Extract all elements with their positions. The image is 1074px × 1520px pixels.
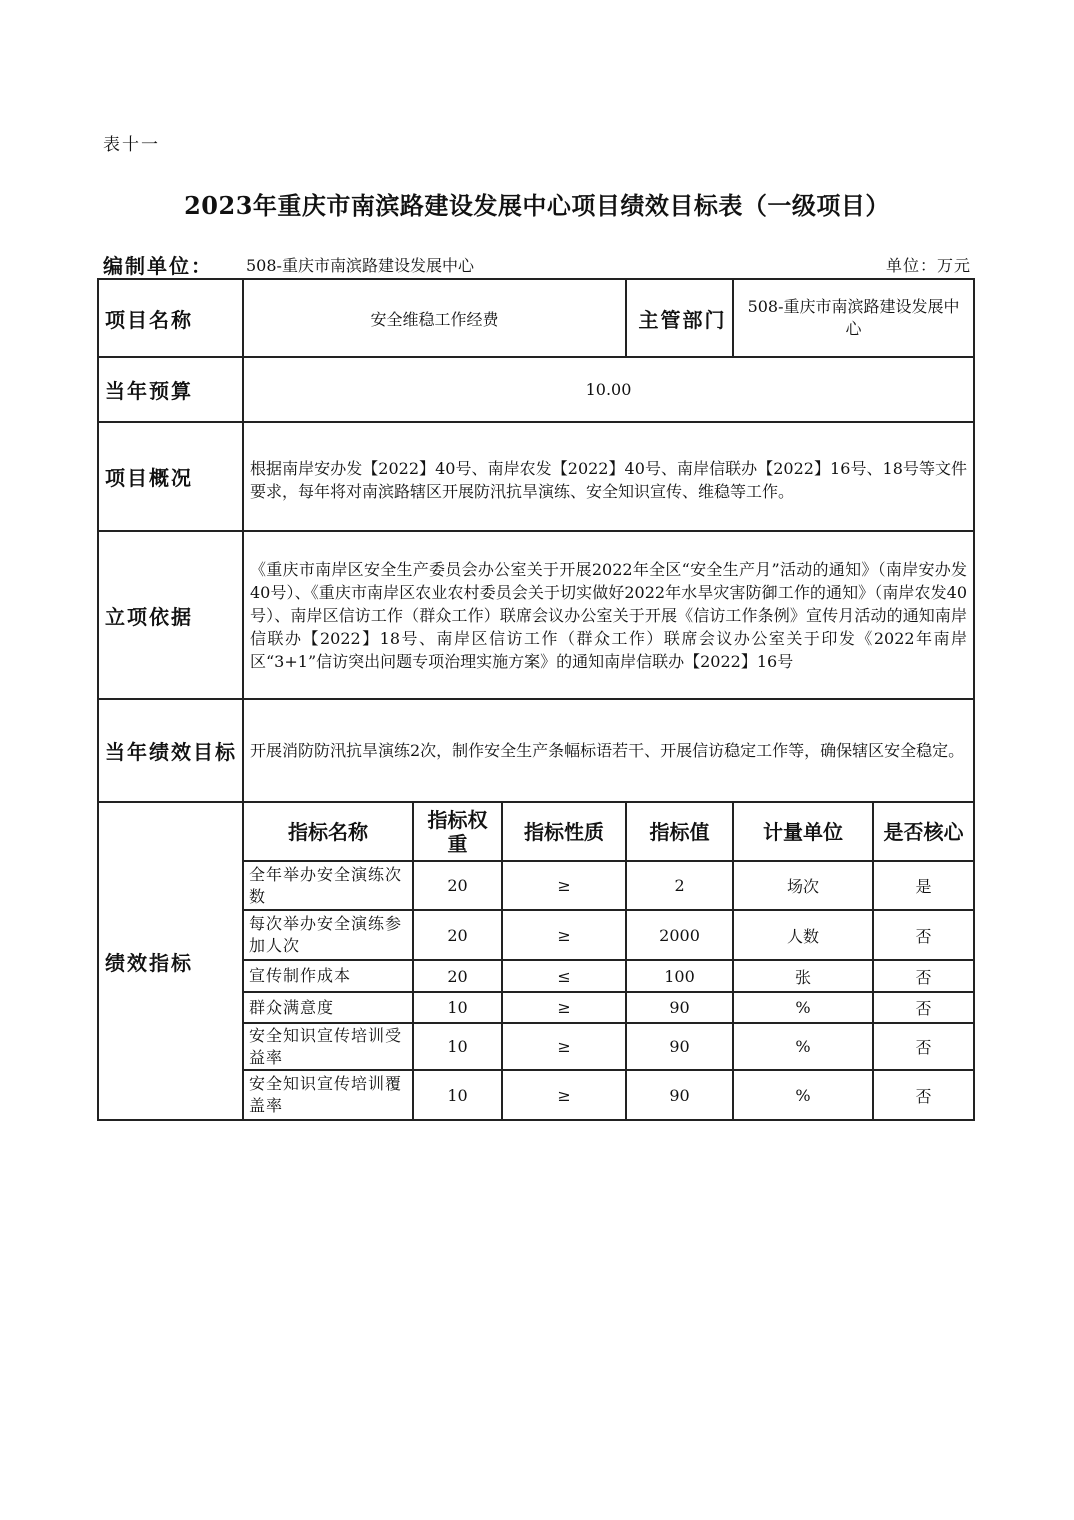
performance-table <box>97 278 975 1121</box>
indicator-weight: 10 <box>413 992 502 1023</box>
indicator-nature: ≥ <box>502 861 626 910</box>
indicator-name: 群众满意度 <box>243 992 413 1023</box>
header-indicator-weight: 指标权重 <box>413 802 502 861</box>
indicator-weight: 20 <box>413 910 502 960</box>
indicators-label: 绩效指标 <box>98 802 243 1120</box>
header-is-core: 是否核心 <box>873 802 974 861</box>
dept-label: 主管部门 <box>626 279 733 357</box>
basis-value: 《重庆市南岸区安全生产委员会办公室关于开展2022年全区“安全生产月”活动的通知》（南岸安办发40号）、《重庆市南岸区农业农村委员会关于切实做好2022年水旱灾害防御工作的通知》（南岸农发40号）、南岸区信访工作（群众工作）联席会议办公室关于开展《信访工作条例》宣传月活动的通知南岸信联办【2022】18号、南岸区信访工作（群众工作）联席会议办公室关于印发《2022年南岸区“3+1”信访突出问题专项治理实施方案》的通知南岸信联办【2022】16号 <box>243 531 974 699</box>
indicator-unit: 张 <box>733 960 873 992</box>
table-number: 表十一 <box>103 135 160 155</box>
dept-value: 508-重庆市南滨路建设发展中心 <box>733 279 974 357</box>
compiling-unit-value: 508-重庆市南滨路建设发展中心 <box>246 256 474 275</box>
overview-value: 根据南岸安办发【2022】40号、南岸农发【2022】40号、南岸信联办【2022】16号、18号等文件要求，每年将对南滨路辖区开展防汛抗旱演练、安全知识宣传、维稳等工作。 <box>243 422 974 531</box>
header-indicator-value: 指标值 <box>626 802 733 861</box>
indicator-nature: ≥ <box>502 992 626 1023</box>
indicator-unit: 人数 <box>733 910 873 960</box>
goal-label: 当年绩效目标 <box>98 699 243 802</box>
overview-label: 项目概况 <box>98 422 243 531</box>
indicator-name: 安全知识宣传培训受益率 <box>243 1023 413 1070</box>
indicator-weight: 20 <box>413 960 502 992</box>
indicator-weight: 10 <box>413 1070 502 1120</box>
basis-label: 立项依据 <box>98 531 243 699</box>
page-title: 2023年重庆市南滨路建设发展中心项目绩效目标表（一级项目） <box>184 191 890 220</box>
goal-value: 开展消防防汛抗旱演练2次，制作安全生产条幅标语若干、开展信访稳定工作等，确保辖区安全稳定。 <box>243 699 974 802</box>
indicator-value: 2000 <box>626 910 733 960</box>
project-name-label: 项目名称 <box>98 279 243 357</box>
indicator-core: 否 <box>873 910 974 960</box>
indicator-name: 宣传制作成本 <box>243 960 413 992</box>
indicator-core: 是 <box>873 861 974 910</box>
indicator-unit: % <box>733 1023 873 1070</box>
compiling-unit-label: 编制单位： <box>103 254 213 278</box>
indicator-weight: 10 <box>413 1023 502 1070</box>
indicator-nature: ≥ <box>502 1023 626 1070</box>
indicator-weight: 20 <box>413 861 502 910</box>
indicator-value: 90 <box>626 1023 733 1070</box>
header-indicator-name: 指标名称 <box>243 802 413 861</box>
indicator-nature: ≥ <box>502 1070 626 1120</box>
indicator-core: 否 <box>873 1070 974 1120</box>
indicator-core: 否 <box>873 1023 974 1070</box>
indicator-value: 2 <box>626 861 733 910</box>
indicator-unit: % <box>733 992 873 1023</box>
indicator-name: 全年举办安全演练次数 <box>243 861 413 910</box>
indicator-value: 100 <box>626 960 733 992</box>
header-indicator-nature: 指标性质 <box>502 802 626 861</box>
budget-value: 10.00 <box>243 357 974 422</box>
indicator-core: 否 <box>873 960 974 992</box>
indicator-unit: % <box>733 1070 873 1120</box>
indicator-value: 90 <box>626 992 733 1023</box>
indicator-core: 否 <box>873 992 974 1023</box>
indicator-name: 每次举办安全演练参加人次 <box>243 910 413 960</box>
budget-label: 当年预算 <box>98 357 243 422</box>
indicator-nature: ≤ <box>502 960 626 992</box>
project-name-value: 安全维稳工作经费 <box>243 279 626 357</box>
indicator-nature: ≥ <box>502 910 626 960</box>
indicator-value: 90 <box>626 1070 733 1120</box>
money-unit: 单位：万元 <box>885 256 971 275</box>
indicator-unit: 场次 <box>733 861 873 910</box>
indicator-name: 安全知识宣传培训覆盖率 <box>243 1070 413 1120</box>
header-measure-unit: 计量单位 <box>733 802 873 861</box>
